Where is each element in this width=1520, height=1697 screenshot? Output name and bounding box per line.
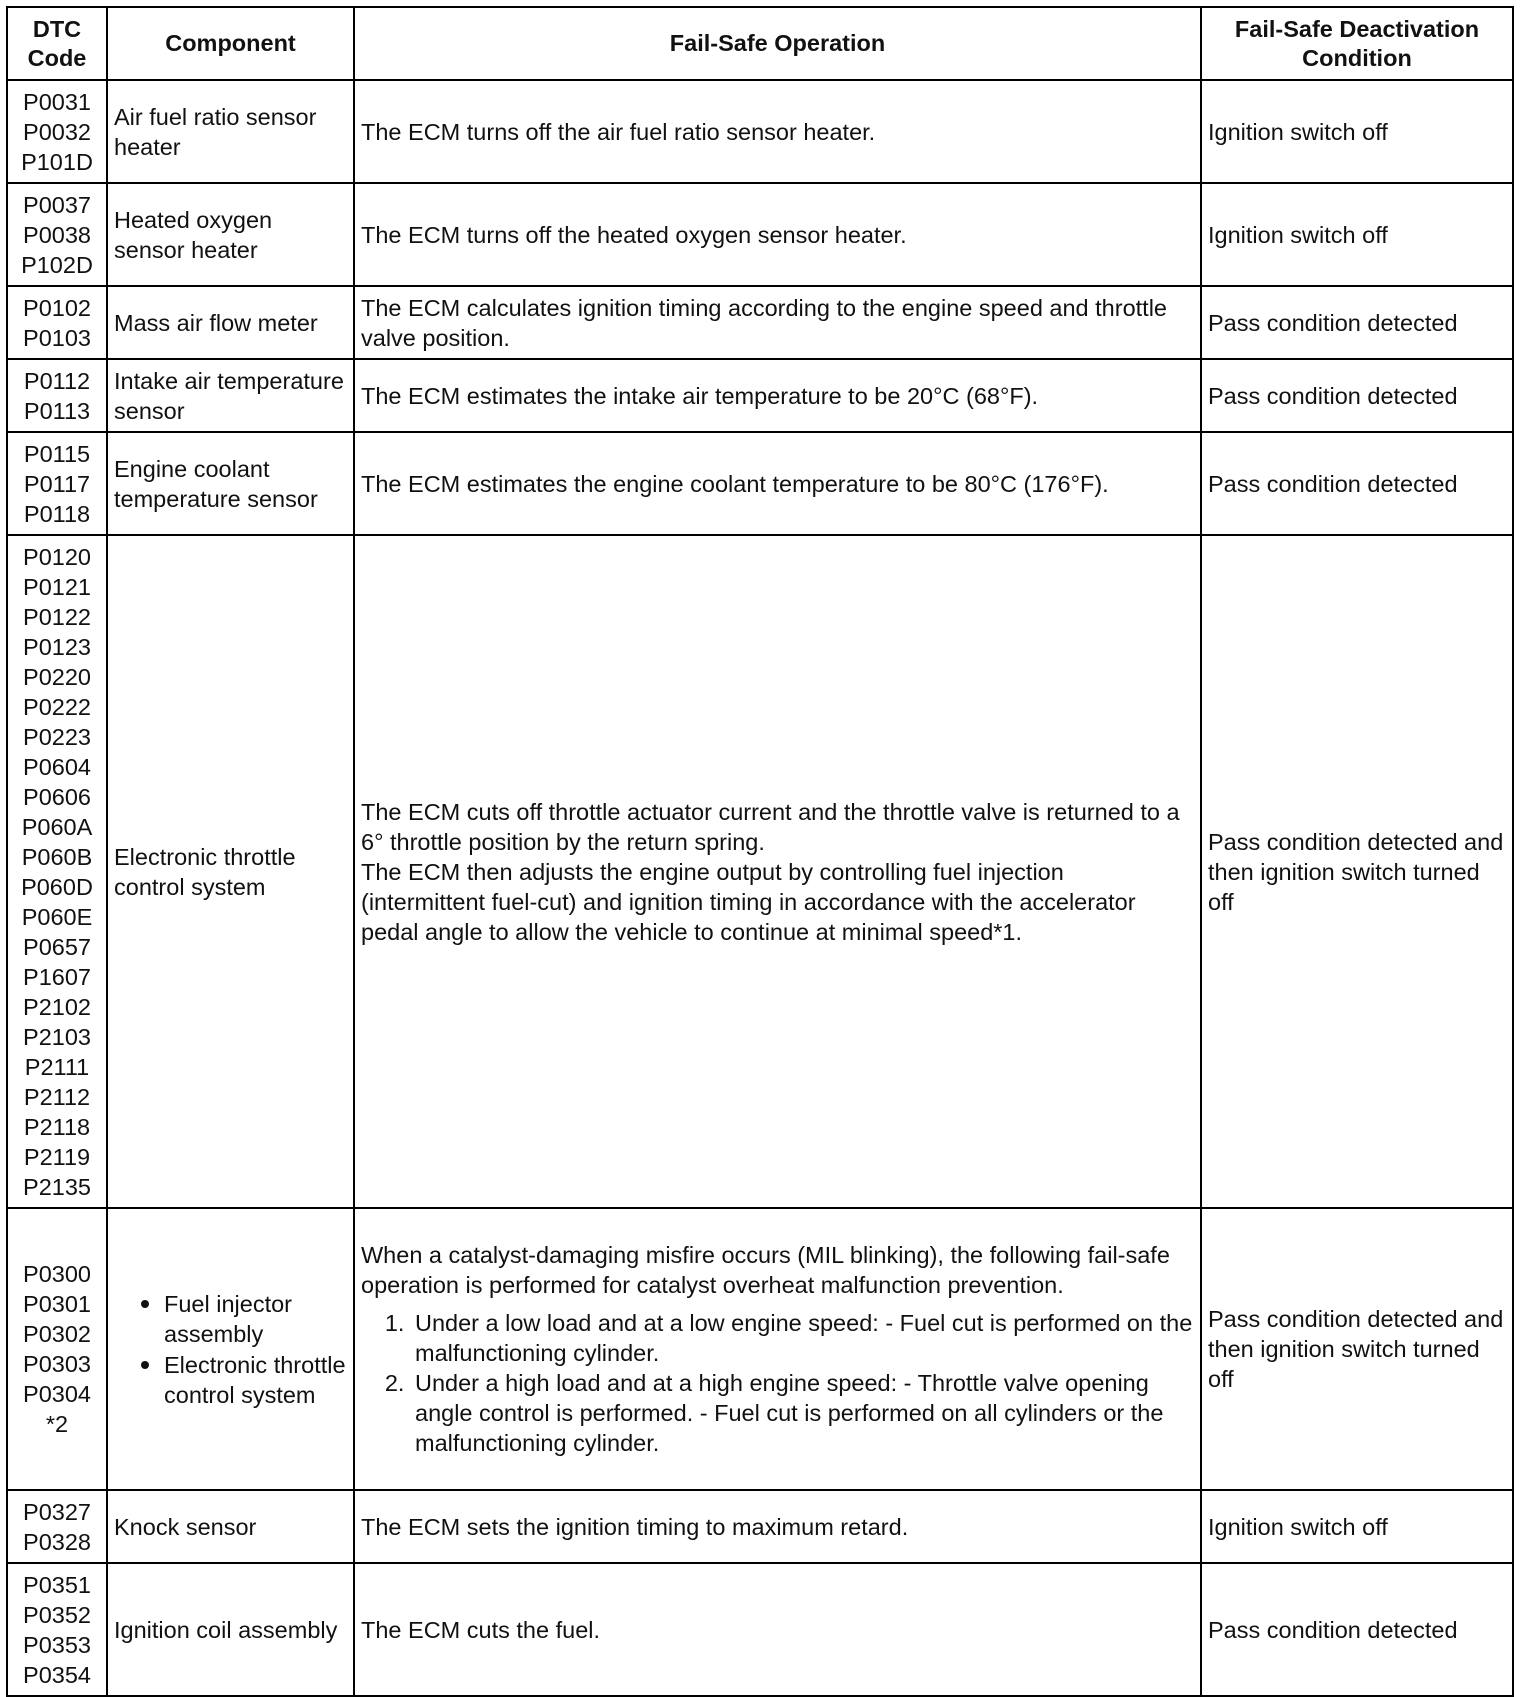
dtc-code: P0604 xyxy=(23,753,91,780)
header-fail-safe-operation: Fail-Safe Operation xyxy=(354,7,1201,80)
header-row xyxy=(7,7,1513,80)
dtc-code: P2118 xyxy=(23,1113,91,1140)
dtc-code: P1607 xyxy=(23,963,91,990)
component-bullet-list xyxy=(114,1288,347,1410)
table-row xyxy=(7,183,1513,286)
dtc-code: P0112 xyxy=(23,367,91,394)
dtc-code: P0302 xyxy=(23,1321,91,1347)
table-row xyxy=(7,80,1513,183)
dtc-code: P0123 xyxy=(23,633,91,660)
header-dtc-code: DTC Code xyxy=(7,7,107,80)
dtc-code: P0351 xyxy=(23,1571,91,1598)
deactivation-cell: Pass condition detected xyxy=(1201,432,1513,535)
dtc-code: P2102 xyxy=(23,993,91,1020)
fail-safe-table xyxy=(6,6,1514,1697)
dtc-code: P0032 xyxy=(23,118,91,145)
dtc-code: P0328 xyxy=(23,1528,91,1555)
component-cell: Air fuel ratio sensor heater xyxy=(107,80,354,183)
operation-cell: The ECM turns off the heated oxygen sensor heater. xyxy=(354,183,1201,286)
dtc-code: P0352 xyxy=(23,1601,91,1628)
dtc-code: P0115 xyxy=(23,440,91,467)
deactivation-cell: Pass condition detected and then ignition switch turned off xyxy=(1201,535,1513,1208)
dtc-code-cell xyxy=(7,535,107,1208)
component-cell: Mass air flow meter xyxy=(107,286,354,359)
dtc-code-cell xyxy=(7,1208,107,1490)
dtc-code: P0117 xyxy=(23,470,91,497)
dtc-code: P0303 xyxy=(23,1351,91,1377)
dtc-code: P0037 xyxy=(23,191,91,218)
operation-cell: The ECM estimates the intake air temperature to be 20°C (68°F). xyxy=(354,359,1201,432)
dtc-code: P0353 xyxy=(23,1631,91,1658)
dtc-code-cell xyxy=(7,359,107,432)
deactivation-cell: Pass condition detected xyxy=(1201,286,1513,359)
deactivation-cell: Pass condition detected xyxy=(1201,359,1513,432)
component-cell: Engine coolant temperature sensor xyxy=(107,432,354,535)
table-row xyxy=(7,432,1513,535)
component-bullet-item: • Fuel injector assembly xyxy=(164,1288,347,1349)
table-row xyxy=(7,359,1513,432)
header-component: Component xyxy=(107,7,354,80)
dtc-code: P0304 xyxy=(23,1381,91,1407)
dtc-code-cell xyxy=(7,183,107,286)
dtc-code: P2103 xyxy=(23,1023,91,1050)
dtc-code: P2135 xyxy=(23,1173,91,1200)
dtc-code: P060E xyxy=(21,903,93,930)
dtc-code: P2112 xyxy=(23,1083,91,1110)
dtc-code: P0121 xyxy=(23,573,91,600)
dtc-code: P0113 xyxy=(23,397,91,424)
dtc-code: P0103 xyxy=(23,324,91,351)
fail-safe-document xyxy=(6,6,1512,1697)
dtc-code: P0038 xyxy=(23,221,91,248)
operation-cell: The ECM estimates the engine coolant temperature to be 80°C (176°F). xyxy=(354,432,1201,535)
component-cell: Knock sensor xyxy=(107,1490,354,1563)
operation-cell: The ECM turns off the air fuel ratio sensor heater. xyxy=(354,80,1201,183)
operation-cell: The ECM calculates ignition timing according to the engine speed and throttle valve position. xyxy=(354,286,1201,359)
operation-step: 1. Under a low load and at a low engine speed: - Fuel cut is performed on the malfunctioning cylinder. xyxy=(411,1308,1194,1368)
deactivation-cell: Ignition switch off xyxy=(1201,80,1513,183)
operation-cell: The ECM cuts the fuel. xyxy=(354,1563,1201,1696)
header-deactivation-condition: Fail-Safe Deactivation Condition xyxy=(1201,7,1513,80)
component-cell: Electronic throttle control system xyxy=(107,535,354,1208)
dtc-code: P0118 xyxy=(23,500,91,527)
deactivation-cell: Ignition switch off xyxy=(1201,183,1513,286)
dtc-code: P0031 xyxy=(23,88,91,115)
component-cell: Intake air temperature sensor xyxy=(107,359,354,432)
component-cell: Ignition coil assembly xyxy=(107,1563,354,1696)
component-cell: Heated oxygen sensor heater xyxy=(107,183,354,286)
operation-step: 2. Under a high load and at a high engine speed: - Throttle valve opening angle control is performed. - Fuel cut is performed on all cylinders or the malfunctioning cylinder. xyxy=(411,1368,1194,1458)
table-row xyxy=(7,535,1513,1208)
dtc-code: P0222 xyxy=(23,693,91,720)
dtc-code: P060B xyxy=(21,843,93,870)
operation-paragraph: The ECM cuts off throttle actuator current and the throttle valve is returned to a 6° throttle position by the return spring. xyxy=(361,798,1180,855)
deactivation-cell: Pass condition detected xyxy=(1201,1563,1513,1696)
dtc-code: P2119 xyxy=(23,1143,91,1170)
dtc-code-cell xyxy=(7,1490,107,1563)
component-cell xyxy=(107,1208,354,1490)
dtc-code: P060D xyxy=(21,873,93,900)
dtc-code: P0120 xyxy=(23,543,91,570)
dtc-code: P0220 xyxy=(23,663,91,690)
dtc-code-cell xyxy=(7,1563,107,1696)
operation-cell xyxy=(354,535,1201,1208)
dtc-code: P060A xyxy=(21,813,93,840)
operation-steps xyxy=(361,1308,1194,1458)
dtc-code: P0301 xyxy=(23,1291,91,1317)
dtc-code: P0657 xyxy=(23,933,91,960)
deactivation-cell: Ignition switch off xyxy=(1201,1490,1513,1563)
dtc-code: P0300 xyxy=(23,1261,91,1287)
deactivation-cell: Pass condition detected and then ignition switch turned off xyxy=(1201,1208,1513,1490)
operation-paragraph: The ECM then adjusts the engine output by controlling fuel injection (intermittent fuel-cut) and ignition timing in accordance with the accelerator pedal angle to allow the vehicle to continue at minimal speed*1. xyxy=(361,858,1136,945)
table-row xyxy=(7,286,1513,359)
dtc-code: P0354 xyxy=(23,1661,91,1688)
dtc-code-cell xyxy=(7,432,107,535)
dtc-code: P0606 xyxy=(23,783,91,810)
table-row xyxy=(7,1563,1513,1696)
dtc-code: P102D xyxy=(21,251,93,278)
component-bullet-item: • Electronic throttle control system xyxy=(164,1349,347,1410)
operation-intro: When a catalyst-damaging misfire occurs (MIL blinking), the following fail-safe operation is performed for catalyst overheat malfunction prevention. xyxy=(361,1242,1170,1298)
operation-cell: The ECM sets the ignition timing to maximum retard. xyxy=(354,1490,1201,1563)
table-row xyxy=(7,1490,1513,1563)
dtc-code: P0223 xyxy=(23,723,91,750)
dtc-code: P101D xyxy=(21,148,93,175)
dtc-code: P0327 xyxy=(23,1498,91,1525)
table-row xyxy=(7,1208,1513,1490)
dtc-code: P0102 xyxy=(23,294,91,321)
dtc-code: P0122 xyxy=(23,603,91,630)
dtc-code-cell xyxy=(7,80,107,183)
dtc-code-footnote: *2 xyxy=(45,1411,69,1437)
operation-cell xyxy=(354,1208,1201,1490)
dtc-code-cell xyxy=(7,286,107,359)
dtc-code: P2111 xyxy=(24,1053,90,1080)
